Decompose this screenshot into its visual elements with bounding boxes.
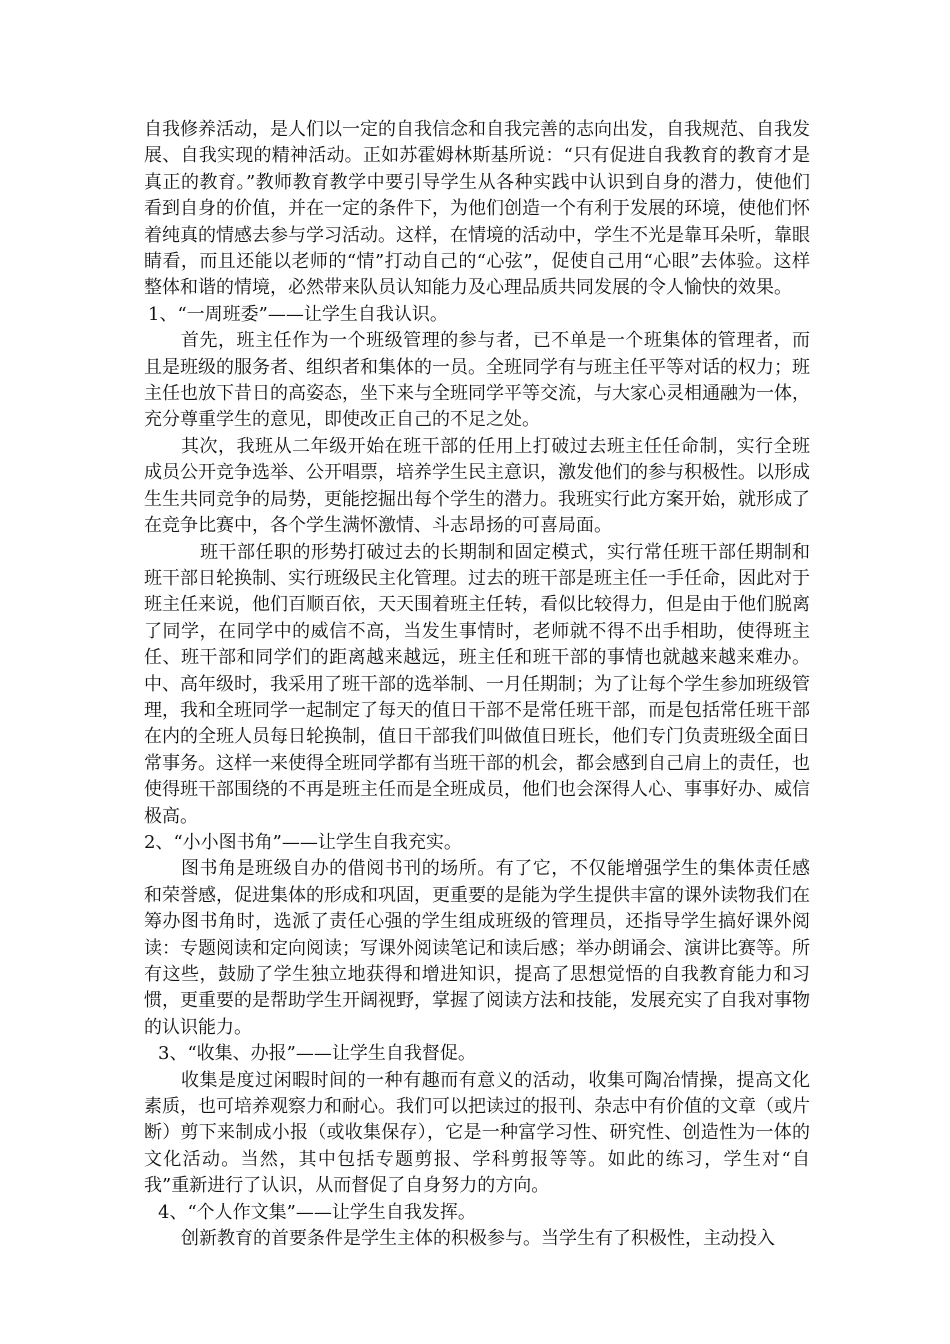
body-paragraph: 收集是度过闲暇时间的一种有趣而有意义的活动，收集可陶冶情操，提高文化素质，也可培养观察力和耐心。我们可以把读过的报刊、杂志中有价值的文章（或片断）剪下来制成小报（或收集保存），它是一种富学习性、研究性、创造性为一体的文化活动。当然，其中包括专题剪报、学科剪报等等。如此的练习，学生对“自我”重新进行了认识，从而督促了自身努力的方向。 <box>144 1069 810 1197</box>
body-paragraph: 班干部任职的形势打破过去的长期制和固定模式，实行常任班干部任期制和班干部日轮换制、实行班级民主化管理。过去的班干部是班主任一手任命，因此对于班主任来说，他们百顺百依，天天围着班主任转，看似比较得力，但是由于他们脱离了同学，在同学中的威信不高，当发生事情时，老师就不得不出手相助，使得班主任、班干部和同学们的距离越来越远，班主任和班干部的事情也就越来越来难办。中、高年级时，我采用了班干部的选举制、一月任期制；为了让每个学生参加班级管理，我和全班同学一起制定了每天的值日干部不是常任班干部，而是包括常任班干部在内的全班人员每日轮换制，值日干部我们叫做值日班长，他们专门负责班级全面日常事务。这样一来使得全班同学都有当班干部的机会，都会感到自己肩上的责任，也使得班干部围绕的不再是班主任而是全班成员，他们也会深得人心、事事好办、威信极高。 <box>144 541 810 827</box>
section-heading-2: 2、“小小图书角”——让学生自我充实。 <box>144 831 462 853</box>
body-paragraph: 其次，我班从二年级开始在班干部的任用上打破过去班主任任命制，实行全班成员公开竞争选举、公开唱票，培养学生民主意识，激发他们的参与积极性。以形成生生共同竞争的局势，更能挖掘出每个学生的潜力。我班实行此方案开始，就形成了在竞争比赛中，各个学生满怀激情、斗志昂扬的可喜局面。 <box>144 435 810 537</box>
body-paragraph: 创新教育的首要条件是学生主体的积极参与。当学生有了积极性，主动投入 <box>181 1228 775 1250</box>
body-paragraph: 首先，班主任作为一个班级管理的参与者，已不单是一个班集体的管理者，而且是班级的服务者、组织者和集体的一员。全班同学有与班主任平等对话的权力；班主任也放下昔日的高姿态，坐下来与全班同学平等交流，与大家心灵相通融为一体，充分尊重学生的意见，即使改正自己的不足之处。 <box>144 330 810 431</box>
section-heading-4: 4、“个人作文集”——让学生自我发挥。 <box>158 1201 476 1223</box>
document-page <box>144 117 810 1252</box>
section-heading-3: 3、“收集、办报”——让学生自我督促。 <box>158 1043 476 1065</box>
intro-paragraph: 自我修养活动，是人们以一定的自我信念和自我完善的志向出发，自我规范、自我发展、自我实现的精神活动。正如苏霍姆林斯基所说：“只有促进自我教育的教育才是真正的教育。”教师教育教学中要引导学生从各种实践中认识到自身的潜力，使他们看到自身的价值，并在一定的条件下，为他们创造一个有利于发展的环境，使他们怀着纯真的情感去参与学习活动。这样，在情境的活动中，学生不光是靠耳朵听，靠眼睛看，而且还能以老师的“情”打动自己的“心弦”，促使自己用“心眼”去体验。这样整体和谐的情境，必然带来队员认知能力及心理品质共同发展的令人愉快的效果。 <box>144 119 810 299</box>
body-paragraph: 图书角是班级自办的借阅书刊的场所。有了它，不仅能增强学生的集体责任感和荣誉感，促进集体的形成和巩固，更重要的是能为学生提供丰富的课外读物我们在筹办图书角时，选派了责任心强的学生组成班级的管理员，还指导学生搞好课外阅读：专题阅读和定向阅读；写课外阅读笔记和读后感；举办朗诵会、演讲比赛等。所有这些，鼓励了学生独立地获得和增进知识，提高了思想觉悟的自我教育能力和习惯，更重要的是帮助学生开阔视野，掌握了阅读方法和技能，发展充实了自我对事物的认识能力。 <box>144 858 810 1038</box>
section-heading-1: 1、“一周班委”——让学生自我认识。 <box>148 303 448 325</box>
